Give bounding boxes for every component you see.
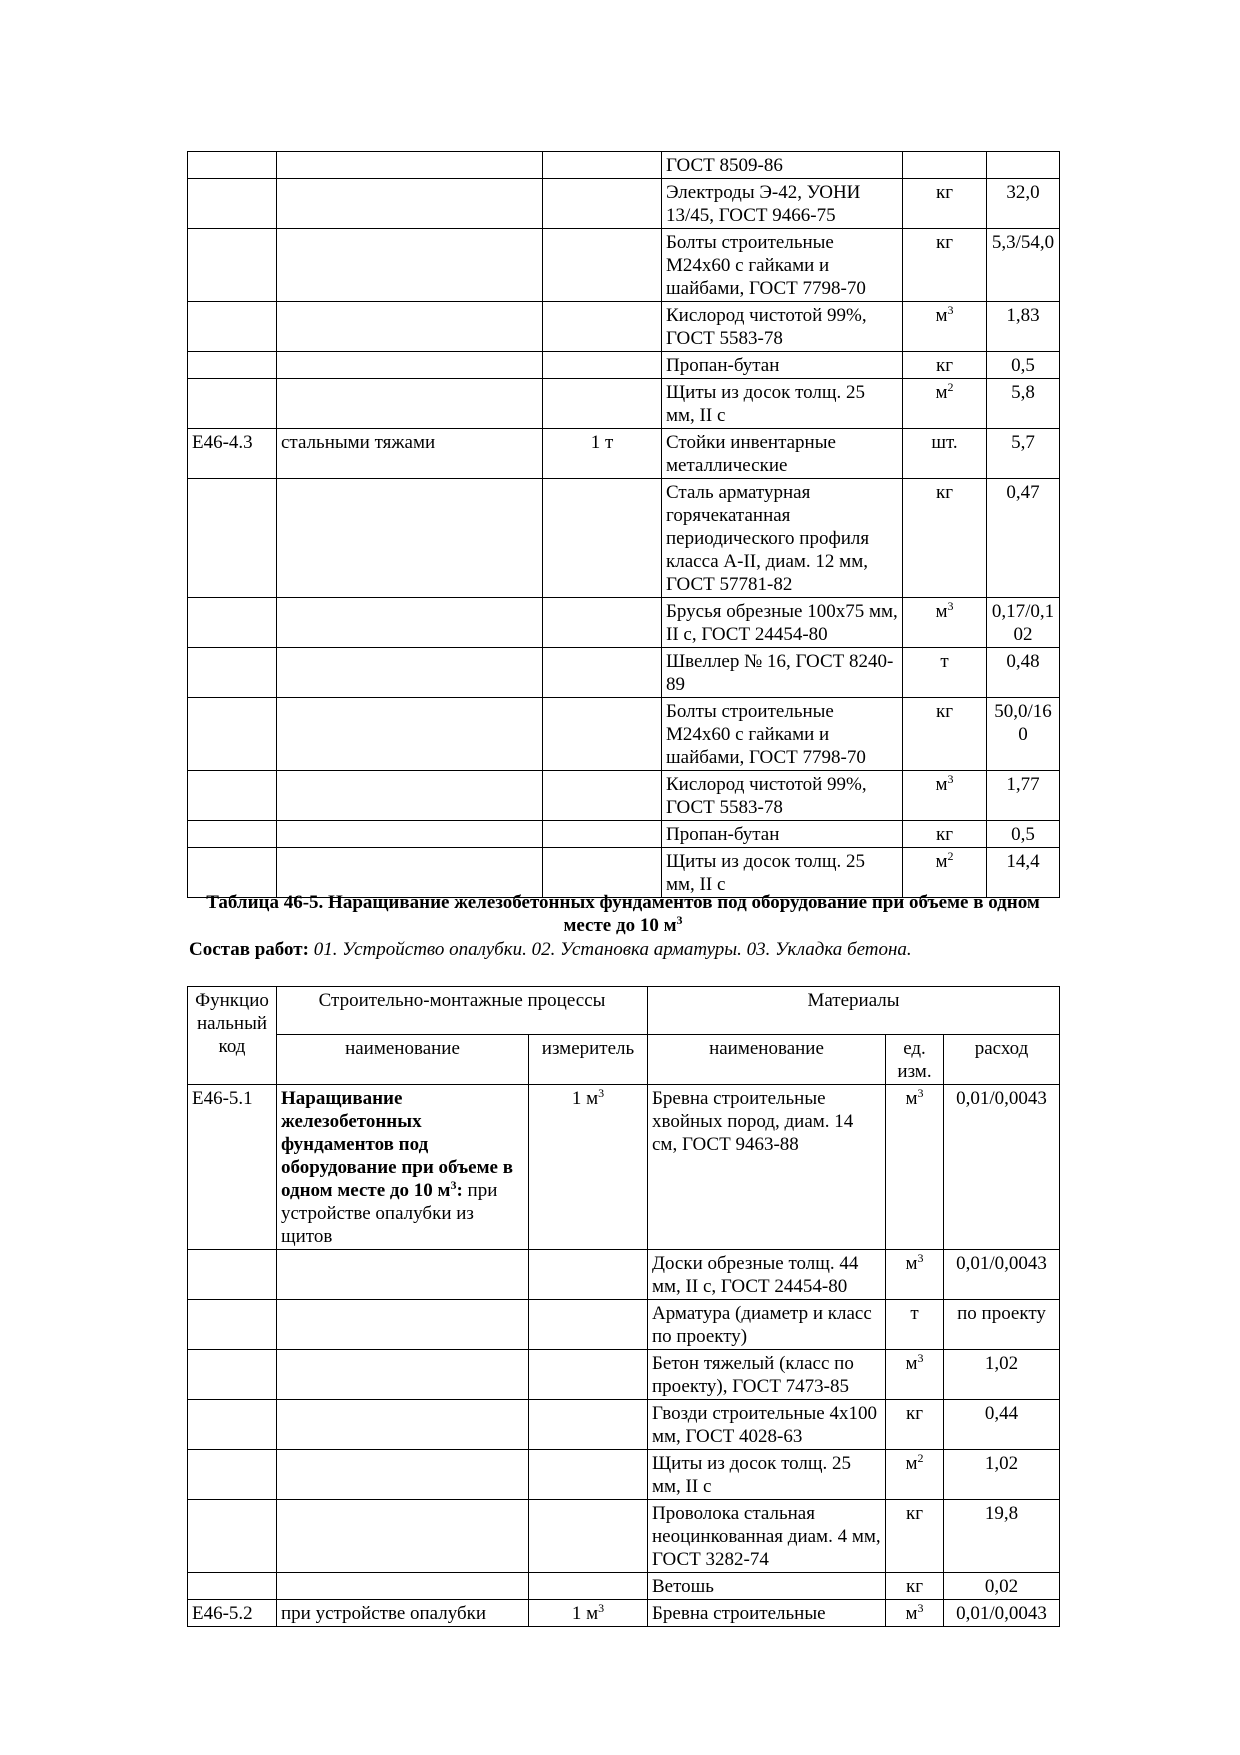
row-process <box>277 479 543 598</box>
row-code <box>188 848 277 898</box>
row-process <box>277 302 543 352</box>
row-material: Пропан-бутан <box>662 821 903 848</box>
row-process <box>277 1450 529 1500</box>
table-row <box>188 1450 1060 1500</box>
row-code <box>188 179 277 229</box>
row-unit: $м^3$ <box>886 1600 944 1627</box>
materials-table-continued <box>187 151 1060 898</box>
row-unit: $м^2$ <box>903 379 987 429</box>
row-code <box>188 698 277 771</box>
row-material: Ветошь <box>648 1573 886 1600</box>
row-material: Арматура (диаметр и класс по проекту) <box>648 1300 886 1350</box>
row-qty: 0,02 <box>944 1573 1060 1600</box>
row-code <box>188 821 277 848</box>
table-header-row <box>188 987 1060 1035</box>
row-code <box>188 1450 277 1500</box>
row-measure <box>529 1250 648 1300</box>
row-qty: 0,01/0,0043 <box>944 1085 1060 1250</box>
table-row <box>188 179 1060 229</box>
row-unit: $м^3$ <box>903 302 987 352</box>
row-measure <box>543 648 662 698</box>
row-process <box>277 179 543 229</box>
row-material: Швеллер № 16, ГОСТ 8240-89 <box>662 648 903 698</box>
table-row <box>188 598 1060 648</box>
row-code <box>188 302 277 352</box>
row-measure: 1 $м^3$ <box>529 1085 648 1250</box>
row-qty: 0,5 <box>987 821 1060 848</box>
row-process <box>277 352 543 379</box>
row-qty: 0,17/0,102 <box>987 598 1060 648</box>
row-process <box>277 1400 529 1450</box>
table-row <box>188 771 1060 821</box>
row-unit: кг <box>903 698 987 771</box>
row-unit: кг <box>903 479 987 598</box>
row-code <box>188 1573 277 1600</box>
row-process <box>277 598 543 648</box>
row-material: Болты строительные М24х60 с гайками и шайбами, ГОСТ 7798-70 <box>662 698 903 771</box>
row-unit: кг <box>886 1400 944 1450</box>
table-row <box>188 1500 1060 1573</box>
table-row <box>188 648 1060 698</box>
row-qty: 1,02 <box>944 1350 1060 1400</box>
row-process <box>277 1250 529 1300</box>
row-measure <box>543 479 662 598</box>
row-measure: 1 $м^3$ <box>529 1600 648 1627</box>
row-unit: кг <box>903 821 987 848</box>
row-qty: 0,47 <box>987 479 1060 598</box>
row-qty: 1,77 <box>987 771 1060 821</box>
header-processes: Строительно-монтажные процессы <box>277 987 648 1035</box>
row-process <box>277 152 543 179</box>
header-qty: расход <box>944 1035 1060 1085</box>
table-row <box>188 698 1060 771</box>
row-qty: по проекту <box>944 1300 1060 1350</box>
row-process: Наращивание железобетонных фундаментов под оборудование при объеме в одном месте до 10 $м^3$: при устройстве опалубки из щитов <box>277 1085 529 1250</box>
row-process <box>277 1573 529 1600</box>
row-material: Бревна строительные хвойных пород, диам. 14 см, ГОСТ 9463-88 <box>648 1085 886 1250</box>
row-process: при устройстве опалубки <box>277 1600 529 1627</box>
row-unit: т <box>903 648 987 698</box>
row-material: ГОСТ 8509-86 <box>662 152 903 179</box>
row-material: Кислород чистотой 99%, ГОСТ 5583-78 <box>662 771 903 821</box>
row-material: Щиты из досок толщ. 25 мм, II с <box>662 379 903 429</box>
header-materials: Материалы <box>648 987 1060 1035</box>
row-material: Брусья обрезные 100х75 мм, II с, ГОСТ 24454-80 <box>662 598 903 648</box>
row-unit: кг <box>903 179 987 229</box>
row-unit: $м^3$ <box>903 771 987 821</box>
header-measure: измеритель <box>529 1035 648 1085</box>
table-row <box>188 152 1060 179</box>
row-measure <box>529 1400 648 1450</box>
row-qty: 50,0/160 <box>987 698 1060 771</box>
row-code <box>188 152 277 179</box>
row-code <box>188 479 277 598</box>
row-measure <box>543 229 662 302</box>
row-measure <box>543 598 662 648</box>
table-caption: Таблица 46-5. Наращивание железобетонных фундаментов под оборудование при объеме в одном месте до 10 $м^3$ <box>206 892 1040 936</box>
row-code <box>188 598 277 648</box>
table-row <box>188 1350 1060 1400</box>
row-unit: кг <box>886 1500 944 1573</box>
table-row <box>188 302 1060 352</box>
row-unit <box>903 152 987 179</box>
table-row <box>188 821 1060 848</box>
row-material: Щиты из досок толщ. 25 мм, II с <box>662 848 903 898</box>
row-material: Сталь арматурная горячекатанная периодического профиля класса А-II, диам. 12 мм, ГОСТ 57781-82 <box>662 479 903 598</box>
table-row <box>188 379 1060 429</box>
row-unit: $м^3$ <box>886 1085 944 1250</box>
row-material: Бревна строительные <box>648 1600 886 1627</box>
table-row <box>188 352 1060 379</box>
row-unit: $м^3$ <box>903 598 987 648</box>
table-subheader-row <box>188 1035 1060 1085</box>
row-process <box>277 848 543 898</box>
work-composition-text: 01. Устройство опалубки. 02. Установка арматуры. 03. Укладка бетона. <box>313 939 912 960</box>
row-process <box>277 648 543 698</box>
row-process <box>277 1350 529 1400</box>
table-row <box>188 429 1060 479</box>
row-measure <box>543 821 662 848</box>
row-qty: 5,8 <box>987 379 1060 429</box>
row-measure <box>543 179 662 229</box>
row-qty: 1,02 <box>944 1450 1060 1500</box>
row-qty: 19,8 <box>944 1500 1060 1573</box>
row-measure <box>529 1450 648 1500</box>
row-measure <box>529 1573 648 1600</box>
row-code <box>188 1400 277 1450</box>
row-unit: $м^3$ <box>886 1350 944 1400</box>
row-code: Е46-5.2 <box>188 1600 277 1627</box>
row-material: Бетон тяжелый (класс по проекту), ГОСТ 7473-85 <box>648 1350 886 1400</box>
header-code: Функциональный код <box>188 987 277 1085</box>
row-material: Щиты из досок толщ. 25 мм, II с <box>648 1450 886 1500</box>
table-row <box>188 1400 1060 1450</box>
materials-table-46-5 <box>187 986 1060 1627</box>
row-unit: кг <box>886 1573 944 1600</box>
row-qty: 0,44 <box>944 1400 1060 1450</box>
row-unit: $м^3$ <box>886 1250 944 1300</box>
row-material: Доски обрезные толщ. 44 мм, II с, ГОСТ 24454-80 <box>648 1250 886 1300</box>
row-measure <box>543 698 662 771</box>
row-measure <box>543 771 662 821</box>
row-qty: 5,3/54,0 <box>987 229 1060 302</box>
row-measure <box>529 1350 648 1400</box>
row-material: Электроды Э-42, УОНИ 13/45, ГОСТ 9466-75 <box>662 179 903 229</box>
row-qty: 32,0 <box>987 179 1060 229</box>
row-qty: 0,01/0,0043 <box>944 1600 1060 1627</box>
row-code: Е46-5.1 <box>188 1085 277 1250</box>
table-row <box>188 848 1060 898</box>
row-process <box>277 1500 529 1573</box>
row-code <box>188 771 277 821</box>
row-unit: кг <box>903 229 987 302</box>
row-measure <box>543 302 662 352</box>
row-qty: 14,4 <box>987 848 1060 898</box>
row-process: стальными тяжами <box>277 429 543 479</box>
row-material: Болты строительные М24х60 с гайками и шайбами, ГОСТ 7798-70 <box>662 229 903 302</box>
table-row <box>188 1250 1060 1300</box>
work-composition <box>189 938 912 961</box>
row-material: Проволока стальная неоцинкованная диам. 4 мм, ГОСТ 3282-74 <box>648 1500 886 1573</box>
row-code <box>188 1500 277 1573</box>
row-qty <box>987 152 1060 179</box>
row-qty: 0,5 <box>987 352 1060 379</box>
header-name: наименование <box>277 1035 529 1085</box>
row-qty: 0,48 <box>987 648 1060 698</box>
row-unit: $м^2$ <box>903 848 987 898</box>
row-code <box>188 352 277 379</box>
row-qty: 1,83 <box>987 302 1060 352</box>
table-row <box>188 1085 1060 1250</box>
row-material: Кислород чистотой 99%, ГОСТ 5583-78 <box>662 302 903 352</box>
row-process <box>277 1300 529 1350</box>
row-measure <box>529 1300 648 1350</box>
row-qty: 0,01/0,0043 <box>944 1250 1060 1300</box>
row-qty: 5,7 <box>987 429 1060 479</box>
row-process <box>277 379 543 429</box>
row-measure <box>543 352 662 379</box>
row-material: Пропан-бутан <box>662 352 903 379</box>
row-measure <box>543 379 662 429</box>
table-row <box>188 1600 1060 1627</box>
row-measure <box>543 848 662 898</box>
row-process <box>277 698 543 771</box>
row-code: Е46-4.3 <box>188 429 277 479</box>
row-unit: кг <box>903 352 987 379</box>
row-code <box>188 1300 277 1350</box>
row-measure: 1 т <box>543 429 662 479</box>
row-code <box>188 1350 277 1400</box>
row-material: Стойки инвентарные металлические <box>662 429 903 479</box>
table-row <box>188 1573 1060 1600</box>
row-material: Гвозди строительные 4х100 мм, ГОСТ 4028-63 <box>648 1400 886 1450</box>
row-unit: т <box>886 1300 944 1350</box>
row-unit: шт. <box>903 429 987 479</box>
table-row <box>188 479 1060 598</box>
table-row <box>188 229 1060 302</box>
row-code <box>188 379 277 429</box>
header-material-name: наименование <box>648 1035 886 1085</box>
row-process <box>277 229 543 302</box>
row-process <box>277 771 543 821</box>
row-measure <box>529 1500 648 1573</box>
row-code <box>188 229 277 302</box>
row-code <box>188 648 277 698</box>
work-composition-label: Состав работ: <box>189 939 309 960</box>
header-unit: ед. изм. <box>886 1035 944 1085</box>
row-code <box>188 1250 277 1300</box>
row-measure <box>543 152 662 179</box>
row-unit: $м^2$ <box>886 1450 944 1500</box>
table-row <box>188 1300 1060 1350</box>
row-process <box>277 821 543 848</box>
